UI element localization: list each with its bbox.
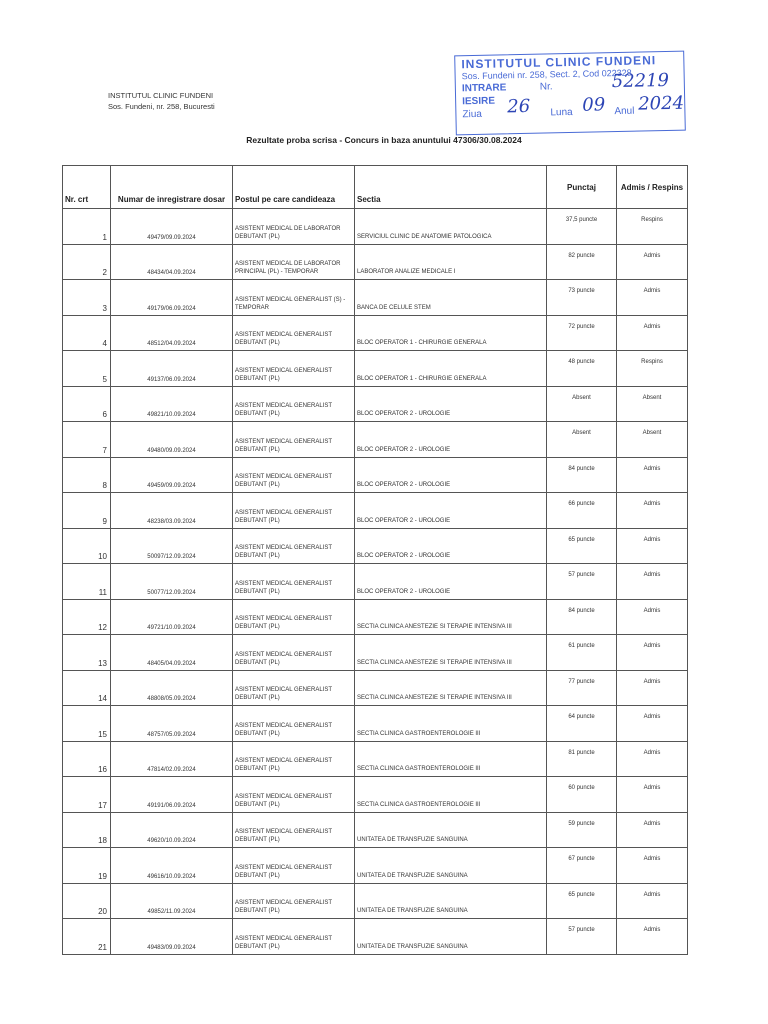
stamp-month-value: 09 (582, 94, 606, 116)
cell-score (547, 919, 617, 955)
cell-post (233, 706, 355, 742)
cell-result (617, 812, 688, 848)
table-row (63, 457, 688, 493)
cell-post-text: ASISTENT MEDICAL GENERALIST DEBUTANT (PL) (235, 687, 332, 701)
cell-result (617, 315, 688, 351)
cell-result-text: Admis (643, 607, 661, 614)
cell-score-text: 65 puncte (568, 536, 595, 543)
cell-result (617, 919, 688, 955)
cell-score (547, 670, 617, 706)
table-row (63, 244, 688, 280)
cell-post-text: ASISTENT MEDICAL GENERALIST DEBUTANT (PL) (235, 616, 332, 630)
cell-result (617, 209, 688, 245)
cell-section (355, 422, 547, 458)
cell-result-text: Absent (642, 394, 662, 401)
cell-post (233, 422, 355, 458)
stamp-year-value: 2024 (638, 92, 685, 115)
cell-registration-text: 49721/10.09.2024 (147, 625, 196, 631)
cell-nr-text: 8 (102, 481, 107, 490)
table-row (63, 777, 688, 813)
cell-section-text: BLOC OPERATOR 2 - UROLOGIE (357, 482, 451, 488)
cell-nr-text: 2 (102, 268, 107, 277)
cell-result (617, 777, 688, 813)
cell-section-text: UNITATEA DE TRANSFUZIE SANGUINA (357, 872, 468, 879)
cell-registration-text: 48405/04.09.2024 (147, 660, 196, 667)
cell-score (547, 848, 617, 884)
cell-post (233, 244, 355, 280)
cell-post-text: ASISTENT MEDICAL GENERALIST DEBUTANT (PL) (235, 332, 332, 346)
cell-registration-text: 48808/05.09.2024 (147, 696, 196, 702)
cell-result (617, 706, 688, 742)
cell-result (617, 244, 688, 280)
cell-nr (63, 564, 111, 600)
cell-nr-text: 3 (102, 303, 107, 313)
cell-registration (111, 315, 233, 351)
cell-result-text: Admis (643, 856, 661, 862)
cell-nr-text: 15 (98, 729, 107, 739)
table-row (63, 883, 688, 919)
cell-nr (63, 635, 111, 671)
cell-registration-text: 49179/06.09.2024 (147, 305, 196, 312)
cell-registration (111, 457, 233, 493)
cell-section (355, 883, 547, 919)
table-row (63, 670, 688, 706)
cell-section (355, 706, 547, 742)
cell-post (233, 599, 355, 635)
stamp-day-label: Ziua (462, 108, 482, 121)
cell-registration (111, 244, 233, 280)
table-row (63, 493, 688, 529)
cell-post-text: ASISTENT MEDICAL GENERALIST DEBUTANT (PL) (235, 474, 332, 488)
stamp-entry-label: INTRARE (461, 82, 507, 95)
cell-registration (111, 919, 233, 955)
cell-result-text: Admis (643, 501, 661, 507)
cell-section (355, 209, 547, 245)
cell-post (233, 315, 355, 351)
cell-registration-text: 49480/09.09.2024 (147, 447, 196, 454)
cell-nr-text: 10 (98, 552, 107, 561)
cell-post-text: ASISTENT MEDICAL GENERALIST DEBUTANT (PL) (235, 403, 332, 417)
cell-score-text: 84 puncte (568, 607, 595, 614)
cell-post-text: ASISTENT MEDICAL GENERALIST DEBUTANT (PL) (235, 651, 332, 666)
table-row (63, 315, 688, 351)
cell-registration-text: 48757/05.09.2024 (147, 731, 196, 738)
cell-post (233, 493, 355, 529)
cell-nr (63, 777, 111, 813)
cell-post (233, 670, 355, 706)
cell-nr-text: 18 (98, 836, 107, 845)
cell-post (233, 812, 355, 848)
cell-post-text: ASISTENT MEDICAL DE LABORATOR DEBUTANT (PL) (235, 225, 341, 240)
cell-nr-text: 7 (102, 445, 107, 455)
cell-registration (111, 209, 233, 245)
cell-score (547, 315, 617, 351)
cell-section (355, 244, 547, 280)
cell-score (547, 812, 617, 848)
cell-registration (111, 706, 233, 742)
cell-section-text: SECTIA CLINICA ANESTEZIE SI TERAPIE INTENSIVA III (357, 624, 512, 630)
cell-registration-text: 49852/11.09.2024 (147, 909, 196, 915)
cell-score-text: Absent (572, 394, 591, 401)
results-table (62, 165, 688, 955)
cell-nr-text: 11 (98, 587, 107, 597)
cell-score (547, 635, 617, 671)
cell-section-text: SECTIA CLINICA ANESTEZIE SI TERAPIE INTENSIVA III (357, 659, 512, 666)
cell-post (233, 919, 355, 955)
cell-score-text: 67 puncte (568, 856, 595, 862)
cell-section-text: SECTIA CLINICA ANESTEZIE SI TERAPIE INTENSIVA III (357, 695, 512, 701)
table-row (63, 848, 688, 884)
cell-post-text: ASISTENT MEDICAL GENERALIST (S) - TEMPORAR (235, 296, 346, 311)
cell-score (547, 351, 617, 387)
institution-header (108, 90, 215, 112)
cell-section-text: BLOC OPERATOR 1 - CHIRURGIE GENERALA (357, 375, 487, 382)
cell-score (547, 422, 617, 458)
cell-score (547, 280, 617, 316)
cell-nr-text: 9 (102, 516, 107, 526)
cell-section-text: SERVICIUL CLINIC DE ANATOMIE PATOLOGICA (357, 233, 492, 240)
cell-post-text: ASISTENT MEDICAL GENERALIST DEBUTANT (PL) (235, 545, 332, 559)
cell-registration (111, 635, 233, 671)
cell-result-text: Admis (643, 891, 661, 898)
cell-score (547, 528, 617, 564)
cell-result (617, 528, 688, 564)
cell-score-text: 73 puncte (568, 288, 595, 294)
cell-score-text: 37,5 puncte (565, 217, 598, 223)
cell-section-text: LABORATOR ANALIZE MEDICALE I (357, 269, 456, 275)
cell-registration (111, 777, 233, 813)
cell-result (617, 351, 688, 387)
cell-section (355, 599, 547, 635)
cell-score-text: 84 puncte (568, 465, 595, 472)
cell-registration-text: 49137/06.09.2024 (147, 376, 196, 383)
cell-post (233, 457, 355, 493)
cell-section (355, 670, 547, 706)
cell-registration-text: 49483/09.09.2024 (147, 944, 196, 951)
cell-score (547, 244, 617, 280)
cell-score-text: 64 puncte (568, 714, 595, 720)
cell-registration-text: 50097/12.09.2024 (147, 554, 196, 560)
header-score: Punctaj (547, 166, 617, 209)
cell-post-text: ASISTENT MEDICAL GENERALIST DEBUTANT (PL) (235, 935, 332, 950)
cell-result (617, 883, 688, 919)
cell-nr-text: 20 (98, 907, 107, 916)
cell-registration-text: 47814/02.09.2024 (147, 767, 196, 773)
cell-section-text: SECTIA CLINICA GASTROENTEROLOGIE III (357, 766, 481, 772)
cell-post-text: ASISTENT MEDICAL GENERALIST DEBUTANT (PL) (235, 864, 332, 879)
cell-nr-text: 13 (98, 658, 107, 668)
cell-section (355, 564, 547, 600)
cell-score (547, 209, 617, 245)
header-registration: Numar de inregistrare dosar (111, 166, 233, 209)
cell-result (617, 422, 688, 458)
cell-result (617, 386, 688, 422)
cell-section (355, 848, 547, 884)
cell-post (233, 386, 355, 422)
institution-address: Sos. Fundeni, nr. 258, Bucuresti (108, 102, 215, 111)
cell-post-text: ASISTENT MEDICAL DE LABORATOR PRINCIPAL (PL) - TEMPORAR (235, 261, 341, 275)
cell-result (617, 599, 688, 635)
cell-registration (111, 280, 233, 316)
cell-result (617, 457, 688, 493)
cell-section (355, 919, 547, 955)
cell-post (233, 528, 355, 564)
cell-nr-text: 5 (102, 374, 107, 384)
cell-section (355, 528, 547, 564)
table-body (63, 209, 688, 955)
stamp-title: INSTITUTUL CLINIC FUNDENI (461, 53, 657, 72)
cell-registration (111, 883, 233, 919)
table-row (63, 599, 688, 635)
cell-registration-text: 50077/12.09.2024 (147, 589, 196, 596)
cell-score-text: 57 puncte (568, 572, 595, 578)
cell-result (617, 848, 688, 884)
cell-nr-text: 14 (98, 694, 107, 703)
cell-registration (111, 848, 233, 884)
cell-section-text: UNITATEA DE TRANSFUZIE SANGUINA (357, 943, 468, 950)
stamp-nr-label: Nr. (539, 81, 553, 93)
cell-registration-text: 49821/10.09.2024 (147, 412, 196, 418)
stamp-day-value: 26 (507, 95, 531, 118)
cell-score-text: 81 puncte (568, 749, 595, 756)
cell-registration (111, 670, 233, 706)
cell-section (355, 493, 547, 529)
cell-post (233, 635, 355, 671)
cell-score-text: 57 puncte (568, 927, 595, 933)
cell-registration-text: 49459/09.09.2024 (147, 483, 196, 489)
cell-post-text: ASISTENT MEDICAL GENERALIST DEBUTANT (PL) (235, 722, 332, 737)
cell-registration (111, 528, 233, 564)
cell-score (547, 777, 617, 813)
cell-result-text: Admis (643, 678, 661, 685)
cell-score-text: 48 puncte (568, 359, 595, 365)
table-row (63, 422, 688, 458)
cell-result-text: Admis (643, 572, 661, 578)
cell-section (355, 812, 547, 848)
cell-post (233, 848, 355, 884)
cell-registration-text: 48238/03.09.2024 (147, 518, 196, 525)
cell-registration (111, 564, 233, 600)
cell-result-text: Admis (643, 323, 661, 330)
table-row (63, 741, 688, 777)
cell-result-text: Admis (643, 536, 661, 543)
cell-result (617, 493, 688, 529)
table-row (63, 635, 688, 671)
cell-result-text: Respins (641, 359, 663, 365)
cell-nr-text: 6 (102, 410, 107, 419)
cell-nr (63, 919, 111, 955)
institution-name: INSTITUTUL CLINIC FUNDENI (108, 91, 214, 100)
page-title: Rezultate proba scrisa - Concurs in baza anuntului 47306/30.08.2024 (246, 135, 522, 145)
cell-score-text: 77 puncte (568, 678, 595, 685)
cell-score (547, 564, 617, 600)
table-row (63, 528, 688, 564)
cell-post (233, 280, 355, 316)
cell-section (355, 777, 547, 813)
stamp-nr-value: 52219 (611, 69, 670, 93)
cell-nr (63, 528, 111, 564)
cell-section-text: BANCA DE CELULE STEM (357, 304, 431, 311)
cell-score (547, 493, 617, 529)
cell-section-text: SECTIA CLINICA GASTROENTEROLOGIE III (357, 730, 481, 737)
header-section: Sectia (355, 166, 547, 209)
cell-section (355, 741, 547, 777)
table-row (63, 280, 688, 316)
table-row (63, 209, 688, 245)
cell-result (617, 670, 688, 706)
cell-nr (63, 209, 111, 245)
cell-result (617, 280, 688, 316)
stamp-address: Sos. Fundeni nr. 258, Sect. 2, Cod 022328 (461, 67, 632, 82)
cell-nr-text: 16 (98, 765, 107, 774)
cell-section-text: BLOC OPERATOR 2 - UROLOGIE (357, 553, 451, 559)
cell-post-text: ASISTENT MEDICAL GENERALIST DEBUTANT (PL) (235, 438, 332, 453)
cell-registration-text: 48512/04.09.2024 (147, 341, 196, 347)
table-row (63, 706, 688, 742)
cell-registration (111, 386, 233, 422)
cell-post-text: ASISTENT MEDICAL GENERALIST DEBUTANT (PL) (235, 509, 332, 524)
cell-score-text: Absent (572, 430, 591, 436)
cell-section (355, 315, 547, 351)
header-nr: Nr. crt (63, 166, 111, 209)
table-row (63, 386, 688, 422)
cell-nr (63, 244, 111, 280)
cell-section-text: BLOC OPERATOR 2 - UROLOGIE (357, 517, 451, 524)
stamp-exit-label: IESIRE (462, 95, 496, 108)
table-row (63, 919, 688, 955)
cell-score-text: 60 puncte (568, 785, 595, 791)
cell-registration-text: 49191/06.09.2024 (147, 802, 196, 809)
cell-section-text: BLOC OPERATOR 2 - UROLOGIE (357, 411, 451, 417)
cell-section (355, 280, 547, 316)
cell-registration-text: 49479/09.09.2024 (147, 234, 196, 241)
cell-score (547, 706, 617, 742)
cell-section (355, 635, 547, 671)
cell-nr-text: 19 (98, 871, 107, 881)
cell-nr (63, 599, 111, 635)
cell-section-text: BLOC OPERATOR 1 - CHIRURGIE GENERALA (357, 340, 487, 346)
cell-score (547, 386, 617, 422)
cell-post-text: ASISTENT MEDICAL GENERALIST DEBUTANT (PL) (235, 900, 332, 914)
cell-post (233, 741, 355, 777)
cell-nr-text: 12 (98, 623, 107, 632)
cell-registration (111, 351, 233, 387)
cell-section (355, 457, 547, 493)
cell-section-text: UNITATEA DE TRANSFUZIE SANGUINA (357, 908, 468, 914)
cell-score-text: 65 puncte (568, 891, 595, 898)
cell-section-text: BLOC OPERATOR 2 - UROLOGIE (357, 446, 451, 453)
cell-nr (63, 422, 111, 458)
cell-nr (63, 351, 111, 387)
cell-registration (111, 741, 233, 777)
cell-result (617, 635, 688, 671)
cell-nr (63, 493, 111, 529)
cell-post (233, 883, 355, 919)
cell-registration-text: 49616/10.09.2024 (147, 873, 196, 880)
cell-result-text: Admis (643, 927, 661, 933)
cell-post-text: ASISTENT MEDICAL GENERALIST DEBUTANT (PL) (235, 758, 332, 772)
cell-section-text: BLOC OPERATOR 2 - UROLOGIE (357, 588, 451, 595)
cell-result-text: Absent (642, 430, 662, 436)
cell-nr (63, 315, 111, 351)
cell-registration (111, 812, 233, 848)
cell-nr (63, 706, 111, 742)
cell-result-text: Admis (643, 643, 661, 649)
stamp-month-label: Luna (550, 106, 573, 119)
cell-post-text: ASISTENT MEDICAL GENERALIST DEBUTANT (PL) (235, 367, 332, 382)
cell-registration (111, 599, 233, 635)
cell-result-text: Admis (643, 252, 661, 259)
table-header-row (63, 166, 688, 209)
cell-section (355, 386, 547, 422)
cell-score (547, 883, 617, 919)
cell-nr-text: 4 (102, 339, 107, 348)
cell-nr (63, 280, 111, 316)
cell-score-text: 61 puncte (568, 643, 595, 649)
cell-nr (63, 848, 111, 884)
header-post: Postul pe care candideaza (233, 166, 355, 209)
cell-result-text: Admis (643, 749, 661, 756)
cell-nr (63, 883, 111, 919)
cell-result-text: Admis (643, 785, 661, 791)
cell-result-text: Respins (641, 217, 663, 223)
cell-score (547, 457, 617, 493)
table-row (63, 812, 688, 848)
header-result: Admis / Respins (617, 166, 688, 209)
cell-result (617, 741, 688, 777)
cell-result-text: Admis (643, 465, 661, 472)
cell-nr (63, 812, 111, 848)
table-row (63, 564, 688, 600)
cell-result-text: Admis (643, 288, 661, 294)
cell-result-text: Admis (643, 820, 661, 827)
cell-score-text: 82 puncte (568, 252, 595, 259)
cell-post-text: ASISTENT MEDICAL GENERALIST DEBUTANT (PL) (235, 793, 332, 808)
cell-registration-text: 49620/10.09.2024 (147, 838, 196, 844)
cell-section-text: UNITATEA DE TRANSFUZIE SANGUINA (357, 837, 468, 843)
cell-score (547, 741, 617, 777)
cell-score-text: 59 puncte (568, 820, 595, 827)
cell-post (233, 351, 355, 387)
cell-nr (63, 670, 111, 706)
cell-registration (111, 493, 233, 529)
table-row (63, 351, 688, 387)
cell-registration (111, 422, 233, 458)
cell-nr (63, 741, 111, 777)
cell-nr (63, 386, 111, 422)
cell-section-text: SECTIA CLINICA GASTROENTEROLOGIE III (357, 801, 481, 808)
cell-result-text: Admis (643, 714, 661, 720)
registration-stamp (454, 51, 686, 136)
stamp-year-label: Anul (614, 105, 635, 118)
cell-result (617, 564, 688, 600)
cell-post (233, 209, 355, 245)
cell-post (233, 777, 355, 813)
cell-section (355, 351, 547, 387)
cell-score (547, 599, 617, 635)
cell-post-text: ASISTENT MEDICAL GENERALIST DEBUTANT (PL) (235, 580, 332, 595)
cell-nr-text: 17 (98, 800, 107, 810)
cell-score-text: 66 puncte (568, 501, 595, 507)
cell-registration-text: 48434/04.09.2024 (147, 270, 196, 276)
cell-nr (63, 457, 111, 493)
cell-nr-text: 21 (98, 942, 107, 952)
cell-score-text: 72 puncte (568, 323, 595, 330)
cell-post-text: ASISTENT MEDICAL GENERALIST DEBUTANT (PL) (235, 829, 332, 843)
cell-post (233, 564, 355, 600)
cell-nr-text: 1 (102, 232, 107, 242)
